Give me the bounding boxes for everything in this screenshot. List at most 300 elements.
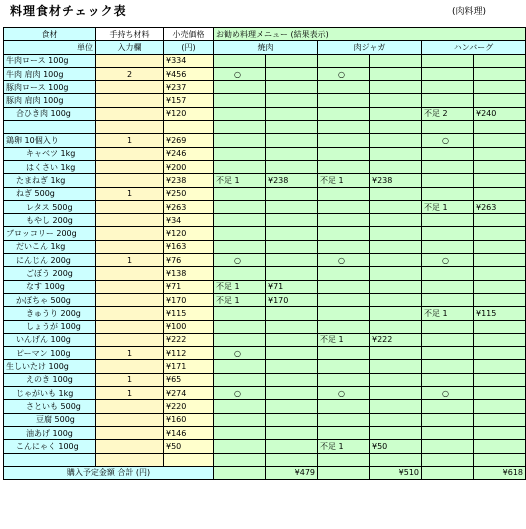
on-hand-input-cell[interactable] bbox=[96, 240, 164, 253]
result-cell bbox=[266, 440, 318, 453]
result-cell bbox=[422, 54, 474, 67]
result-cell bbox=[370, 134, 422, 147]
result-cell bbox=[474, 94, 526, 107]
on-hand-input-cell[interactable]: 1 bbox=[96, 347, 164, 360]
result-cell bbox=[370, 400, 422, 413]
on-hand-input-cell[interactable] bbox=[96, 333, 164, 346]
on-hand-input-cell[interactable] bbox=[96, 267, 164, 280]
total-value-cell: ¥618 bbox=[474, 466, 526, 479]
result-cell: ¥222 bbox=[370, 333, 422, 346]
result-cell bbox=[318, 107, 370, 120]
on-hand-input-cell[interactable]: 1 bbox=[96, 187, 164, 200]
on-hand-input-cell[interactable] bbox=[96, 81, 164, 94]
result-cell bbox=[266, 200, 318, 213]
table-row bbox=[4, 160, 526, 173]
ingredient-name-cell: 豆腐 500g bbox=[4, 413, 96, 426]
result-cell bbox=[318, 121, 370, 134]
price-cell: ¥138 bbox=[164, 267, 214, 280]
dish-header-hamburg: ハンバーグ bbox=[422, 41, 526, 54]
result-cell bbox=[370, 67, 422, 80]
result-cell bbox=[422, 187, 474, 200]
on-hand-input-cell[interactable] bbox=[96, 94, 164, 107]
result-cell bbox=[318, 413, 370, 426]
result-cell bbox=[214, 54, 266, 67]
result-cell: ¥238 bbox=[266, 174, 318, 187]
on-hand-input-cell[interactable]: 1 bbox=[96, 134, 164, 147]
table-row bbox=[4, 254, 526, 267]
result-cell: 不足 2 bbox=[422, 107, 474, 120]
result-cell bbox=[318, 214, 370, 227]
result-cell bbox=[422, 373, 474, 386]
table-row bbox=[4, 307, 526, 320]
result-cell bbox=[318, 94, 370, 107]
ingredient-name-cell: ごぼう 200g bbox=[4, 267, 96, 280]
result-cell bbox=[474, 240, 526, 253]
result-cell bbox=[422, 147, 474, 160]
table-row bbox=[4, 134, 526, 147]
result-cell bbox=[318, 147, 370, 160]
table-row bbox=[4, 54, 526, 67]
result-cell bbox=[370, 240, 422, 253]
result-cell bbox=[370, 387, 422, 400]
result-cell bbox=[422, 94, 474, 107]
result-cell bbox=[318, 227, 370, 240]
result-cell bbox=[370, 107, 422, 120]
table-row bbox=[4, 360, 526, 373]
result-cell bbox=[214, 187, 266, 200]
result-cell bbox=[422, 400, 474, 413]
result-cell bbox=[266, 426, 318, 439]
on-hand-input-cell[interactable] bbox=[96, 320, 164, 333]
price-cell: ¥274 bbox=[164, 387, 214, 400]
on-hand-input-cell[interactable] bbox=[96, 160, 164, 173]
result-cell bbox=[266, 134, 318, 147]
price-cell: ¥112 bbox=[164, 347, 214, 360]
on-hand-input-cell[interactable] bbox=[96, 280, 164, 293]
ingredient-header: 食材 bbox=[4, 28, 96, 41]
result-cell bbox=[474, 413, 526, 426]
on-hand-input-cell[interactable] bbox=[96, 214, 164, 227]
result-cell bbox=[474, 360, 526, 373]
header-row-2 bbox=[4, 41, 526, 54]
result-cell bbox=[370, 160, 422, 173]
price-cell bbox=[164, 121, 214, 134]
result-cell bbox=[318, 160, 370, 173]
result-cell bbox=[422, 81, 474, 94]
result-cell bbox=[474, 440, 526, 453]
table-row bbox=[4, 426, 526, 439]
table-row bbox=[4, 227, 526, 240]
table-row bbox=[4, 240, 526, 253]
result-cell: ¥115 bbox=[474, 307, 526, 320]
result-cell bbox=[474, 81, 526, 94]
result-cell bbox=[214, 413, 266, 426]
result-cell bbox=[266, 333, 318, 346]
price-cell: ¥456 bbox=[164, 67, 214, 80]
result-cell bbox=[474, 453, 526, 466]
result-cell bbox=[474, 174, 526, 187]
on-hand-input-cell[interactable]: 1 bbox=[96, 373, 164, 386]
result-cell bbox=[474, 254, 526, 267]
on-hand-input-cell[interactable] bbox=[96, 400, 164, 413]
result-cell bbox=[214, 94, 266, 107]
result-cell bbox=[422, 320, 474, 333]
total-value-cell: ¥479 bbox=[266, 466, 318, 479]
result-cell bbox=[266, 81, 318, 94]
price-cell: ¥100 bbox=[164, 320, 214, 333]
ingredient-name-cell: えのき 100g bbox=[4, 373, 96, 386]
on-hand-input-cell[interactable]: 2 bbox=[96, 67, 164, 80]
result-cell bbox=[214, 147, 266, 160]
table-row bbox=[4, 94, 526, 107]
result-cell bbox=[266, 387, 318, 400]
result-cell bbox=[474, 280, 526, 293]
result-cell bbox=[318, 293, 370, 306]
table-row bbox=[4, 200, 526, 213]
ingredient-name-cell: なす 100g bbox=[4, 280, 96, 293]
result-cell bbox=[370, 147, 422, 160]
on-hand-input-cell[interactable]: 1 bbox=[96, 254, 164, 267]
price-cell: ¥157 bbox=[164, 94, 214, 107]
total-value-cell bbox=[422, 466, 474, 479]
price-unit-header: (円) bbox=[164, 41, 214, 54]
result-cell bbox=[422, 240, 474, 253]
on-hand-input-cell[interactable] bbox=[96, 293, 164, 306]
result-cell bbox=[370, 413, 422, 426]
ingredient-name-cell: 牛肉 肩肉 100g bbox=[4, 67, 96, 80]
result-cell bbox=[266, 67, 318, 80]
result-cell: ○ bbox=[214, 254, 266, 267]
result-cell: ○ bbox=[422, 134, 474, 147]
result-cell bbox=[266, 121, 318, 134]
result-cell bbox=[422, 440, 474, 453]
result-cell bbox=[474, 187, 526, 200]
result-cell bbox=[214, 320, 266, 333]
result-cell bbox=[318, 373, 370, 386]
ingredient-name-cell: 鶏卵 10個入り bbox=[4, 134, 96, 147]
result-cell: ○ bbox=[422, 254, 474, 267]
result-cell bbox=[214, 160, 266, 173]
price-cell: ¥120 bbox=[164, 107, 214, 120]
price-cell: ¥250 bbox=[164, 187, 214, 200]
on-hand-input-cell[interactable]: 1 bbox=[96, 387, 164, 400]
result-cell bbox=[266, 254, 318, 267]
price-cell: ¥160 bbox=[164, 413, 214, 426]
result-cell bbox=[422, 67, 474, 80]
unit-header: 単位 bbox=[4, 41, 96, 54]
result-cell bbox=[370, 54, 422, 67]
table-row bbox=[4, 373, 526, 386]
result-cell bbox=[370, 254, 422, 267]
result-cell bbox=[370, 227, 422, 240]
dish-header-yakiniku: 焼肉 bbox=[214, 41, 318, 54]
table-row bbox=[4, 347, 526, 360]
on-hand-input-cell[interactable] bbox=[96, 360, 164, 373]
price-cell: ¥146 bbox=[164, 426, 214, 439]
result-cell bbox=[370, 200, 422, 213]
price-cell: ¥334 bbox=[164, 54, 214, 67]
result-cell bbox=[214, 227, 266, 240]
price-cell: ¥263 bbox=[164, 200, 214, 213]
table-row bbox=[4, 81, 526, 94]
price-header: 小売価格 bbox=[164, 28, 214, 41]
result-cell bbox=[266, 413, 318, 426]
on-hand-input-cell[interactable] bbox=[96, 426, 164, 439]
result-cell bbox=[318, 54, 370, 67]
result-cell bbox=[318, 280, 370, 293]
input-column-header: 入力欄 bbox=[96, 41, 164, 54]
result-cell bbox=[370, 187, 422, 200]
price-cell: ¥120 bbox=[164, 227, 214, 240]
result-cell bbox=[214, 307, 266, 320]
table-row bbox=[4, 187, 526, 200]
price-cell: ¥115 bbox=[164, 307, 214, 320]
total-value-cell bbox=[318, 466, 370, 479]
result-cell bbox=[318, 347, 370, 360]
sheet-subtitle: (肉料理) bbox=[452, 7, 487, 17]
on-hand-input-cell[interactable] bbox=[96, 227, 164, 240]
result-cell bbox=[370, 307, 422, 320]
result-cell bbox=[474, 347, 526, 360]
on-hand-header: 手持ち材料 bbox=[96, 28, 164, 41]
result-cell bbox=[474, 267, 526, 280]
price-cell: ¥237 bbox=[164, 81, 214, 94]
result-cell bbox=[474, 400, 526, 413]
result-cell bbox=[474, 387, 526, 400]
result-cell bbox=[318, 307, 370, 320]
result-cell: ○ bbox=[422, 387, 474, 400]
result-cell bbox=[474, 121, 526, 134]
on-hand-input-cell[interactable] bbox=[96, 121, 164, 134]
result-cell bbox=[318, 360, 370, 373]
result-cell bbox=[318, 400, 370, 413]
result-cell bbox=[318, 426, 370, 439]
result-cell bbox=[266, 307, 318, 320]
price-cell: ¥171 bbox=[164, 360, 214, 373]
result-cell bbox=[422, 360, 474, 373]
result-cell: ○ bbox=[318, 67, 370, 80]
on-hand-input-cell[interactable] bbox=[96, 54, 164, 67]
result-cell bbox=[266, 320, 318, 333]
result-cell: ○ bbox=[214, 347, 266, 360]
result-cell bbox=[266, 373, 318, 386]
result-cell bbox=[474, 426, 526, 439]
ingredient-name-cell: じゃがいも 1kg bbox=[4, 387, 96, 400]
result-cell bbox=[370, 453, 422, 466]
result-cell: 不足 1 bbox=[318, 440, 370, 453]
result-cell bbox=[370, 267, 422, 280]
result-cell bbox=[370, 280, 422, 293]
result-cell bbox=[214, 134, 266, 147]
result-cell bbox=[422, 453, 474, 466]
result-cell bbox=[474, 67, 526, 80]
result-cell: 不足 1 bbox=[318, 174, 370, 187]
result-cell bbox=[266, 360, 318, 373]
price-cell: ¥34 bbox=[164, 214, 214, 227]
result-cell bbox=[318, 81, 370, 94]
result-cell bbox=[422, 227, 474, 240]
result-cell bbox=[266, 347, 318, 360]
result-cell: ○ bbox=[318, 387, 370, 400]
ingredient-name-cell: 豚肉 肩肉 100g bbox=[4, 94, 96, 107]
table-row bbox=[4, 440, 526, 453]
result-cell bbox=[474, 293, 526, 306]
result-cell bbox=[474, 227, 526, 240]
result-cell bbox=[214, 121, 266, 134]
price-cell: ¥269 bbox=[164, 134, 214, 147]
table-row bbox=[4, 107, 526, 120]
result-cell bbox=[214, 426, 266, 439]
result-cell bbox=[266, 94, 318, 107]
result-cell bbox=[214, 360, 266, 373]
ingredient-name-cell bbox=[4, 121, 96, 134]
ingredient-name-cell: いんげん 100g bbox=[4, 333, 96, 346]
result-cell bbox=[266, 400, 318, 413]
result-cell: ¥240 bbox=[474, 107, 526, 120]
result-cell bbox=[370, 320, 422, 333]
table-row bbox=[4, 174, 526, 187]
on-hand-input-cell[interactable] bbox=[96, 174, 164, 187]
result-cell bbox=[266, 187, 318, 200]
ingredient-name-cell bbox=[4, 453, 96, 466]
ingredient-name-cell: しょうが 100g bbox=[4, 320, 96, 333]
on-hand-input-cell[interactable] bbox=[96, 200, 164, 213]
result-cell bbox=[214, 373, 266, 386]
table-row bbox=[4, 400, 526, 413]
result-cell: ¥71 bbox=[266, 280, 318, 293]
result-cell bbox=[266, 267, 318, 280]
price-cell: ¥50 bbox=[164, 440, 214, 453]
recommend-header: お勧め料理メニュー (結果表示) bbox=[214, 28, 526, 41]
price-cell: ¥220 bbox=[164, 400, 214, 413]
ingredient-name-cell: はくさい 1kg bbox=[4, 160, 96, 173]
ingredient-name-cell: 合ひき肉 100g bbox=[4, 107, 96, 120]
total-label: 購入予定金額 合計 (円) bbox=[4, 466, 214, 479]
on-hand-input-cell[interactable] bbox=[96, 453, 164, 466]
result-cell bbox=[370, 293, 422, 306]
dish-header-nikujaga: 肉ジャガ bbox=[318, 41, 422, 54]
result-cell bbox=[474, 214, 526, 227]
result-cell bbox=[422, 333, 474, 346]
result-cell: 不足 1 bbox=[422, 307, 474, 320]
result-cell: ○ bbox=[214, 387, 266, 400]
ingredient-name-cell: だいこん 1kg bbox=[4, 240, 96, 253]
result-cell bbox=[422, 280, 474, 293]
result-cell: ¥263 bbox=[474, 200, 526, 213]
result-cell bbox=[370, 94, 422, 107]
table-row bbox=[4, 333, 526, 346]
result-cell bbox=[214, 453, 266, 466]
result-cell: 不足 1 bbox=[214, 174, 266, 187]
table-row bbox=[4, 453, 526, 466]
result-cell bbox=[214, 200, 266, 213]
result-cell bbox=[474, 373, 526, 386]
result-cell bbox=[422, 160, 474, 173]
price-cell: ¥71 bbox=[164, 280, 214, 293]
result-cell bbox=[318, 240, 370, 253]
result-cell bbox=[474, 333, 526, 346]
result-cell bbox=[266, 54, 318, 67]
result-cell bbox=[214, 267, 266, 280]
price-cell: ¥163 bbox=[164, 240, 214, 253]
result-cell bbox=[422, 293, 474, 306]
on-hand-input-cell[interactable] bbox=[96, 307, 164, 320]
result-cell: ○ bbox=[318, 254, 370, 267]
result-cell bbox=[266, 160, 318, 173]
on-hand-input-cell[interactable] bbox=[96, 147, 164, 160]
table-row bbox=[4, 387, 526, 400]
on-hand-input-cell[interactable] bbox=[96, 440, 164, 453]
price-cell: ¥200 bbox=[164, 160, 214, 173]
result-cell bbox=[474, 54, 526, 67]
table-row bbox=[4, 121, 526, 134]
result-cell bbox=[474, 160, 526, 173]
result-cell: 不足 1 bbox=[318, 333, 370, 346]
result-cell bbox=[318, 267, 370, 280]
ingredient-name-cell: 生しいたけ 100g bbox=[4, 360, 96, 373]
result-cell bbox=[318, 320, 370, 333]
result-cell bbox=[370, 426, 422, 439]
result-cell bbox=[474, 320, 526, 333]
result-cell bbox=[422, 347, 474, 360]
result-cell bbox=[266, 240, 318, 253]
ingredient-check-table bbox=[3, 27, 526, 480]
result-cell bbox=[370, 81, 422, 94]
on-hand-input-cell[interactable] bbox=[96, 107, 164, 120]
result-cell bbox=[266, 107, 318, 120]
result-cell bbox=[318, 453, 370, 466]
ingredient-name-cell: さといも 500g bbox=[4, 400, 96, 413]
result-cell bbox=[214, 81, 266, 94]
on-hand-input-cell[interactable] bbox=[96, 413, 164, 426]
price-cell: ¥222 bbox=[164, 333, 214, 346]
result-cell bbox=[318, 134, 370, 147]
result-cell bbox=[214, 440, 266, 453]
result-cell bbox=[422, 413, 474, 426]
ingredient-name-cell: ねぎ 500g bbox=[4, 187, 96, 200]
ingredient-name-cell: たまねぎ 1kg bbox=[4, 174, 96, 187]
total-value-cell bbox=[214, 466, 266, 479]
table-row bbox=[4, 280, 526, 293]
ingredient-name-cell: こんにゃく 100g bbox=[4, 440, 96, 453]
ingredient-name-cell: もやし 200g bbox=[4, 214, 96, 227]
result-cell bbox=[214, 333, 266, 346]
result-cell: 不足 1 bbox=[214, 280, 266, 293]
table-row bbox=[4, 147, 526, 160]
ingredient-name-cell: ピーマン 100g bbox=[4, 347, 96, 360]
result-cell bbox=[422, 267, 474, 280]
result-cell bbox=[214, 214, 266, 227]
table-row bbox=[4, 413, 526, 426]
result-cell bbox=[318, 187, 370, 200]
result-cell bbox=[214, 240, 266, 253]
result-cell bbox=[266, 227, 318, 240]
result-cell bbox=[422, 214, 474, 227]
result-cell bbox=[266, 214, 318, 227]
result-cell bbox=[370, 360, 422, 373]
price-cell: ¥238 bbox=[164, 174, 214, 187]
result-cell bbox=[266, 147, 318, 160]
result-cell bbox=[474, 147, 526, 160]
result-cell bbox=[370, 347, 422, 360]
ingredient-name-cell: 牛肉ロース 100g bbox=[4, 54, 96, 67]
table-row bbox=[4, 320, 526, 333]
result-cell: ¥170 bbox=[266, 293, 318, 306]
result-cell bbox=[422, 121, 474, 134]
result-cell bbox=[370, 121, 422, 134]
table-row bbox=[4, 293, 526, 306]
result-cell: ¥50 bbox=[370, 440, 422, 453]
